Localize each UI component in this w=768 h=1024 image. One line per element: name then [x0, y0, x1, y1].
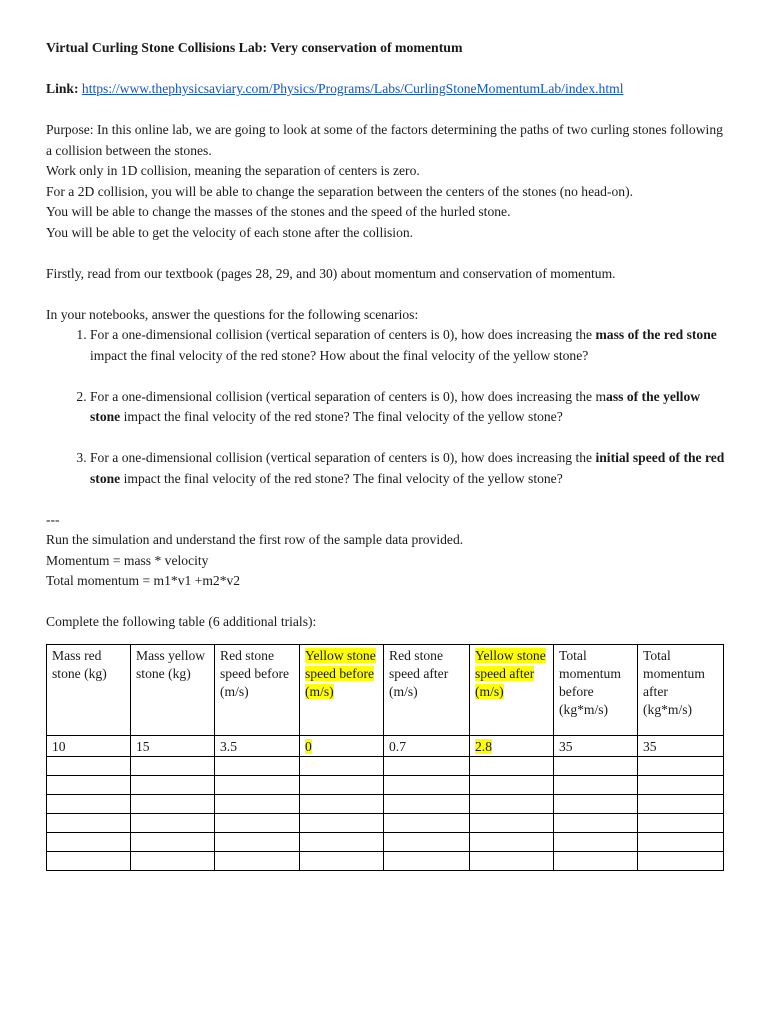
column-header: Yellow stone speed before (m/s) — [300, 644, 384, 735]
purpose-line: Purpose: In this online lab, we are going to look at some of the factors determining the paths of two curling stones following a collision between the stones. — [46, 122, 723, 158]
purpose-line: For a 2D collision, you will be able to change the separation between the centers of the stones (no head-on). — [46, 183, 633, 199]
column-header: Total momentum before (kg*m/s) — [554, 644, 638, 735]
empty-table-row[interactable] — [47, 851, 724, 870]
table-cell: 0 — [300, 735, 384, 756]
column-header: Total momentum after (kg*m/s) — [638, 644, 724, 735]
table-cell: 15 — [131, 735, 215, 756]
link-label: Link: — [46, 81, 79, 96]
document-page — [46, 38, 726, 871]
purpose-line: You will be able to get the velocity of each stone after the collision. — [46, 224, 414, 240]
document-title: Virtual Curling Stone Collisions Lab: Very conservation of momentum — [46, 40, 463, 55]
question-item: 3. For a one-dimensional collision (vertical separation of centers is 0), how does increasing the initial speed of the red stone impact the final velocity of the red stone? The final velocity of the yellow stone? — [90, 448, 726, 489]
separator: --- — [46, 511, 60, 527]
momentum-formula: Momentum = mass * velocity — [46, 552, 209, 568]
total-momentum-formula: Total momentum = m1*v1 +m2*v2 — [46, 573, 241, 588]
empty-table-row[interactable] — [47, 832, 724, 851]
table-cell: 10 — [47, 735, 131, 756]
notebook-intro: In your notebooks, answer the questions for the following scenarios: — [46, 306, 419, 322]
table-cell: 0.7 — [384, 735, 470, 756]
purpose-line: You will be able to change the masses of the stones and the speed of the hurled stone. — [46, 204, 511, 219]
table-row — [47, 735, 724, 756]
simulation-link[interactable]: https://www.thephysicsaviary.com/Physics/Programs/Labs/CurlingStoneMomentumLab/index.html — [81, 81, 624, 96]
run-instruction: Run the simulation and understand the first row of the sample data provided. — [46, 532, 464, 547]
column-header: Yellow stone speed after (m/s) — [470, 644, 554, 735]
textbook-instruction: Firstly, read from our textbook (pages 28, 29, and 30) about momentum and conservation of momentum. — [46, 265, 616, 281]
column-header: Mass red stone (kg) — [47, 644, 131, 735]
column-header: Red stone speed before (m/s) — [215, 644, 300, 735]
question-item: 2. For a one-dimensional collision (vertical separation of centers is 0), how does increasing the mass of the yellow stone impact the final velocity of the red stone? The final velocity of the yellow stone? — [90, 387, 726, 428]
column-header: Mass yellow stone (kg) — [131, 644, 215, 735]
question-item: 1. For a one-dimensional collision (vertical separation of centers is 0), how does increasing the mass of the red stone impact the final velocity of the red stone? How about the final velocity of the yellow stone? — [90, 325, 726, 366]
table-cell: 3.5 — [215, 735, 300, 756]
empty-table-row[interactable] — [47, 813, 724, 832]
purpose-line: Work only in 1D collision, meaning the separation of centers is zero. — [46, 163, 420, 178]
question-list — [46, 325, 726, 489]
column-header: Red stone speed after (m/s) — [384, 644, 470, 735]
table-cell: 2.8 — [470, 735, 554, 756]
empty-table-row[interactable] — [47, 794, 724, 813]
table-instruction: Complete the following table (6 additional trials): — [46, 614, 317, 629]
link-line — [46, 79, 726, 100]
table-cell: 35 — [554, 735, 638, 756]
table-header-row — [47, 644, 724, 735]
empty-table-row[interactable] — [47, 756, 724, 775]
empty-table-row[interactable] — [47, 775, 724, 794]
data-table — [46, 644, 724, 871]
table-cell: 35 — [638, 735, 724, 756]
